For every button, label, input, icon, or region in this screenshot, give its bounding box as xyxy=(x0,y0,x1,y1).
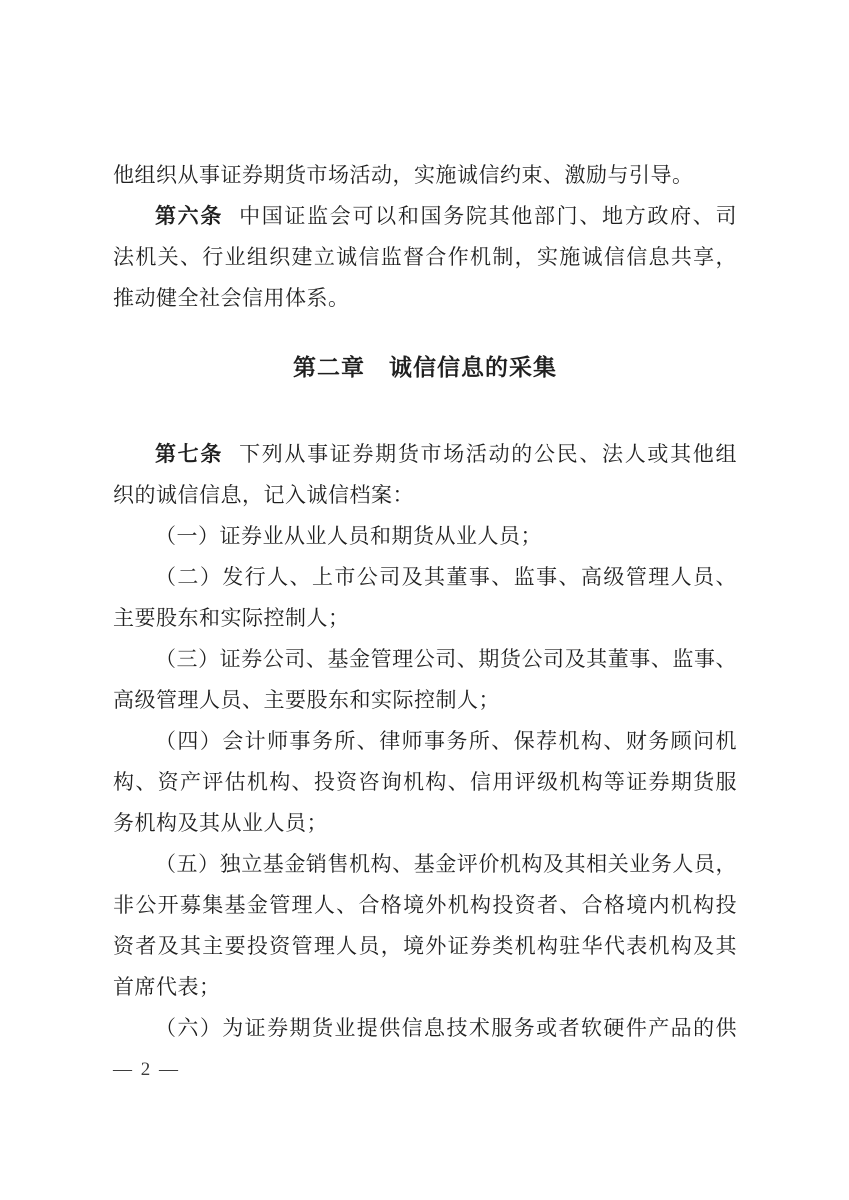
list-item-5-line-2: 非公开募集基金管理人、合格境外机构投资者、合格境内机构投 xyxy=(113,893,737,917)
article-7-label: 第七条 xyxy=(155,443,224,466)
body-line: 他组织从事证券期货市场活动，实施诚信约束、激励与引导。 xyxy=(113,163,694,187)
article-7-text: 下列从事证券期货市场活动的公民、法人或其他组 xyxy=(239,442,737,466)
chapter-heading: 第二章 诚信信息的采集 xyxy=(293,354,557,380)
list-item-2-line-1: （二）发行人、上市公司及其董事、监事、高级管理人员、 xyxy=(155,565,737,589)
section-article-6 xyxy=(113,155,737,319)
list-item-6-line-1: （六）为证券期货业提供信息技术服务或者软硬件产品的供 xyxy=(155,1016,737,1040)
body-line-article-6-start xyxy=(113,196,737,237)
body-line: 法机关、行业组织建立诚信监督合作机制，实施诚信信息共享， xyxy=(113,245,737,269)
list-item-4-line-1: （四）会计师事务所、律师事务所、保荐机构、财务顾问机 xyxy=(155,729,737,753)
article-6-label: 第六条 xyxy=(155,205,224,228)
list-item-3-line-2: 高级管理人员、主要股东和实际控制人； xyxy=(113,688,500,712)
body-line: 织的诚信信息，记入诚信档案： xyxy=(113,483,414,507)
page-content xyxy=(113,0,737,1200)
list-item-2-line-2: 主要股东和实际控制人； xyxy=(113,606,350,630)
section-article-7 xyxy=(113,434,737,1049)
list-item-5-line-1: （五）独立基金销售机构、基金评价机构及其相关业务人员， xyxy=(155,852,737,876)
list-item-4-line-2: 构、资产评估机构、投资咨询机构、信用评级机构等证券期货服 xyxy=(113,770,737,794)
list-item-5-line-3: 资者及其主要投资管理人员，境外证券类机构驻华代表机构及其 xyxy=(113,934,737,958)
body-line: 推动健全社会信用体系。 xyxy=(113,286,350,310)
page-number: — 2 — xyxy=(113,1059,180,1080)
list-item-1: （一）证券业从业人员和期货从业人员； xyxy=(155,524,542,548)
list-item-5-line-4: 首席代表； xyxy=(113,975,221,999)
body-line-article-7-start xyxy=(113,434,737,475)
list-item-4-line-3: 务机构及其从业人员； xyxy=(113,811,328,835)
list-item-3-line-1: （三）证券公司、基金管理公司、期货公司及其董事、监事、 xyxy=(155,647,737,671)
article-6-text: 中国证监会可以和国务院其他部门、地方政府、司 xyxy=(239,204,737,228)
chapter-heading-block xyxy=(113,347,737,388)
